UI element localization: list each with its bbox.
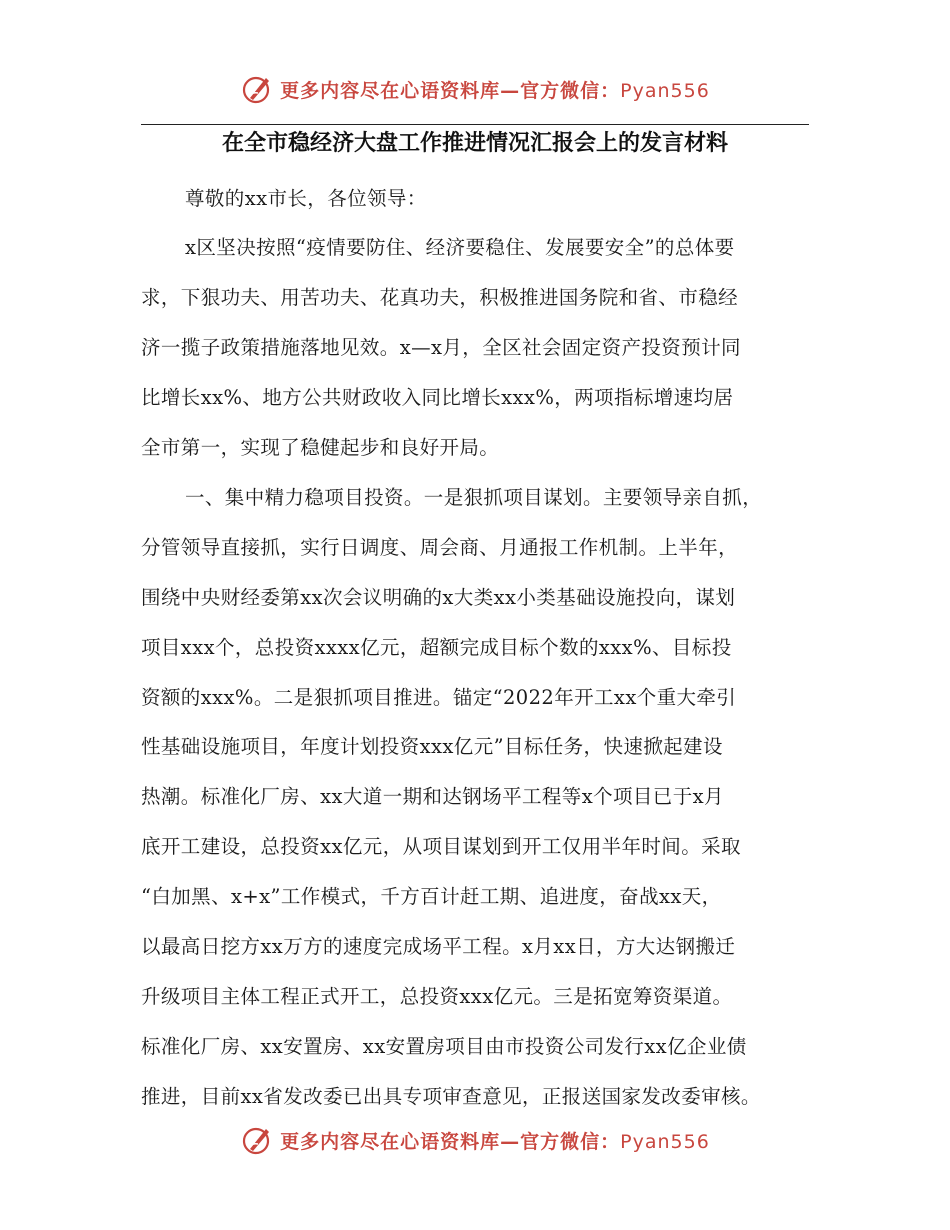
body-line: 热潮。标准化厂房、xx大道一期和达钢场平工程等x个项目已于x月 <box>141 785 724 808</box>
watermark-text: 更多内容尽在心语资料库—官方微信：Pyan556 <box>280 79 710 102</box>
body-line: 标准化厂房、xx安置房、xx安置房项目由市投资公司发行xx亿企业债 <box>141 1035 747 1058</box>
body-line: 性基础设施项目，年度计划投资xxx亿元”目标任务，快速掀起建设 <box>141 735 723 758</box>
footer-watermark <box>0 1122 950 1158</box>
body-line: 项目xxx个，总投资xxxx亿元，超额完成目标个数的xxx%、目标投 <box>141 636 732 659</box>
body-line: 一、集中精力稳项目投资。一是狠抓项目谋划。主要领导亲自抓， <box>185 486 763 509</box>
header-rule <box>141 124 809 125</box>
document-title: 在全市稳经济大盘工作推进情况汇报会上的发言材料 <box>221 131 728 156</box>
body-line: 推进，目前xx省发改委已出具专项审查意见，正报送国家发改委审核。 <box>141 1085 761 1108</box>
body-line: 比增长xx%、地方公共财政收入同比增长xxx%，两项指标增速均居 <box>141 386 734 409</box>
body-line: 求，下狠功夫、用苦功夫、花真功夫，积极推进国务院和省、市稳经 <box>141 286 739 309</box>
body-line: 底开工建设，总投资xx亿元，从项目谋划到开工仅用半年时间。采取 <box>141 835 741 858</box>
salutation: 尊敬的xx市长，各位领导： <box>185 187 427 210</box>
quill-logo-icon <box>240 72 274 106</box>
quill-logo-icon <box>240 1123 274 1157</box>
body-line: 分管领导直接抓，实行日调度、周会商、月通报工作机制。上半年， <box>141 536 739 559</box>
body-line: 围绕中央财经委第xx次会议明确的x大类xx小类基础设施投向，谋划 <box>141 586 736 609</box>
header-watermark <box>0 71 950 107</box>
body-line: 全市第一，实现了稳健起步和良好开局。 <box>141 436 500 459</box>
body-line: 以最高日挖方xx万方的速度完成场平工程。x月xx日，方大达钢搬迁 <box>141 935 736 958</box>
body-line: 资额的xxx%。二是狠抓项目推进。锚定“2022年开工xx个重大牵引 <box>141 686 737 709</box>
body-line: 升级项目主体工程正式开工，总投资xxx亿元。三是拓宽筹资渠道。 <box>141 985 733 1008</box>
body-line: x区坚决按照“疫情要防住、经济要稳住、发展要安全”的总体要 <box>185 236 735 259</box>
body-line: 济一揽子政策措施落地见效。x—x月，全区社会固定资产投资预计同 <box>141 336 741 359</box>
body-line: “白加黑、x+x”工作模式，千方百计赶工期、追进度，奋战xx天， <box>141 885 722 908</box>
watermark-text: 更多内容尽在心语资料库—官方微信：Pyan556 <box>280 1130 710 1153</box>
